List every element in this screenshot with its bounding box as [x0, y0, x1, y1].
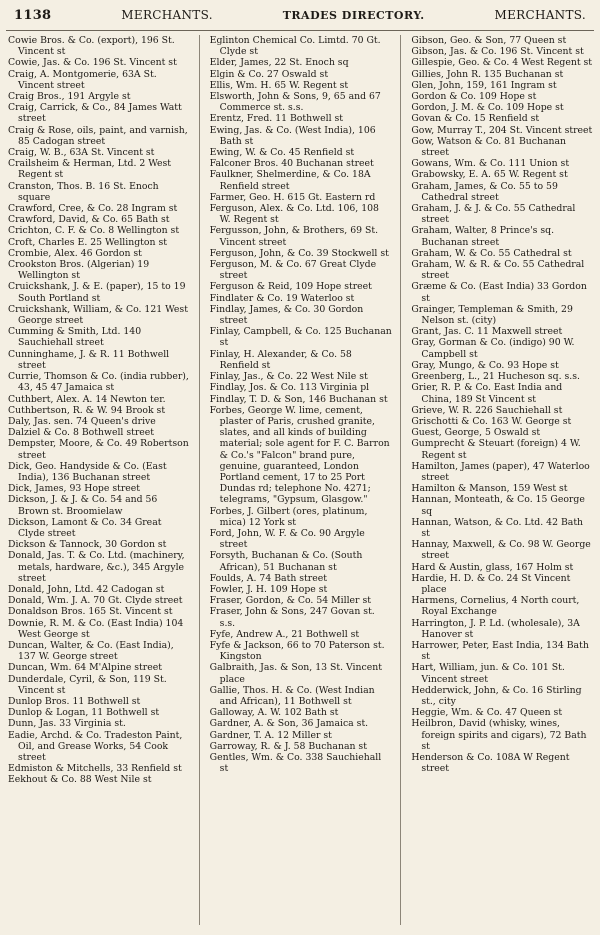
directory-entry: Finlay, H. Alexander, & Co. 58 Renfield st [209, 348, 352, 371]
directory-entry: Gordon & Co. 109 Hope st [411, 91, 537, 103]
directory-entry: Eadie, Archd. & Co. Tradeston Paint, Oil, and Grease Works, 54 Cook street [8, 729, 183, 763]
directory-entry: Duncan, Wm. 64 M'Alpine street [8, 662, 162, 674]
page-number: 1138 [14, 8, 52, 23]
directory-entry: Gillespie, Geo. & Co. 4 West Regent st [411, 57, 593, 69]
directory-entry: Gow, Watson & Co. 81 Buchanan street [411, 135, 567, 159]
directory-entry: Graham, J. & J. & Co. 55 Cathedral street [411, 203, 576, 226]
directory-entry: Crailsheim & Herman, Ltd. 2 West Regent st [8, 158, 172, 181]
directory-entry: Guest, George, 5 Oswald st [411, 427, 541, 439]
directory-entry: Graham, James, & Co. 55 to 59 Cathedral street [411, 180, 558, 203]
directory-entry: Graham, W. & Co. 55 Cathedral st [411, 247, 572, 259]
directory-entry: Eglinton Chemical Co. Limtd. 70 Gt. Clyde st [209, 35, 381, 58]
directory-entry: Currie, Thomson & Co. (india rubber), 43, 45 47 Jamaica st [8, 371, 189, 394]
directory-entry: Gibson, Geo. & Son, 77 Queen st [411, 35, 567, 46]
directory-entry: Erentz, Fred. 11 Bothwell st [209, 113, 344, 125]
directory-entry: Eekhout & Co. 88 West Nile st [8, 774, 152, 786]
directory-entry: Hardie, H. D. & Co. 24 St Vincent place [411, 572, 571, 595]
directory-entry: Downie, R. M. & Co. (East India) 104 West George st [8, 617, 184, 640]
directory-entry: Gow, Murray T., 204 St. Vincent street [411, 124, 593, 136]
directory-entry: Gray, Gorman & Co. (indigo) 90 W. Campbell st [411, 337, 575, 360]
directory-entry: Grabowsky, E. A. 65 W. Regent st [411, 169, 568, 181]
directory-entry: Edmiston & Mitchells, 33 Renfield st [8, 763, 182, 775]
directory-entry: Elgin & Co. 27 Oswald st [209, 68, 329, 80]
column-3 [409, 35, 594, 925]
directory-entry: Craig & Rose, oils, paint, and varnish, 85 Cadogan street [8, 124, 188, 147]
page-header [6, 8, 594, 31]
directory-entry: Dick, James, 93 Hope street [8, 483, 141, 495]
directory-entry: Craig, Carrick, & Co., 84 James Watt street [8, 102, 182, 125]
directory-entry: Faulkner, Shelmerdine, & Co. 18A Renfield street [209, 169, 371, 192]
directory-entry: Cowie Bros. & Co. (export), 196 St. Vincent st [8, 35, 175, 58]
directory-entry: Grant, Jas. C. 11 Maxwell street [411, 326, 563, 338]
directory-entry: Greenberg, L., 21 Hucheson sq. s.s. [411, 371, 580, 383]
directory-entry: Hedderwick, John, & Co. 16 Stirling st., city [411, 684, 582, 707]
directory-entry: Findlay, T. D. & Son, 146 Buchanan st [209, 393, 388, 405]
directory-entry: Henderson & Co. 108A W Regent street [411, 752, 570, 775]
directory-entry: Gardner, A. & Son, 36 Jamaica st. [209, 718, 369, 730]
column-divider [400, 35, 401, 925]
directory-entry: Græme & Co. (East India) 33 Gordon st [411, 281, 587, 304]
directory-entry: Crawford, Cree, & Co. 28 Ingram st [8, 203, 178, 215]
directory-entry: Gordon, J. M. & Co. 109 Hope st [411, 102, 564, 114]
directory-entry: Ford, John, W. F. & Co. 90 Argyle street [209, 527, 365, 551]
directory-entry: Hamilton, James (paper), 47 Waterloo street [411, 460, 590, 483]
directory-entry: Dickson, Lamont & Co. 34 Great Clyde street [8, 516, 162, 539]
directory-entry: Duncan, Walter, & Co. (East India), 137 W. George street [8, 639, 174, 663]
directory-entry: Gardner, T. A. 12 Miller st [209, 729, 332, 741]
directory-entry: Elder, James, 22 St. Enoch sq [209, 57, 349, 69]
directory-entry: Ferguson, John, & Co. 39 Stockwell st [209, 247, 389, 259]
directory-entry: Cowie, Jas. & Co. 196 St. Vincent st [8, 57, 177, 69]
directory-entry: Cruickshank, J. & E. (paper), 15 to 19 South Portland st [8, 281, 186, 304]
directory-entry: Gillies, John R. 135 Buchanan st [411, 68, 564, 80]
directory-entry: Dunn, Jas. 33 Virginia st. [8, 718, 126, 730]
directory-entry: Gowans, Wm. & Co. 111 Union st [411, 158, 570, 170]
directory-entry: Fraser, Gordon, & Co. 54 Miller st [209, 595, 371, 607]
directory-entry: Cumming & Smith, Ltd. 140 Sauchiehall street [8, 326, 142, 349]
directory-entry: Crookston Bros. (Algerian) 19 Wellington st [8, 259, 150, 282]
directory-entry: Harmens, Cornelius, 4 North court, Royal Exchange [411, 595, 580, 618]
directory-entry: Hannan, Watson, & Co. Ltd. 42 Bath st [411, 516, 584, 539]
directory-entry: Graham, W. & R. & Co. 55 Cathedral street [411, 259, 585, 282]
directory-entry: Dunlop Bros. 11 Bothwell st [8, 695, 141, 707]
directory-entry: Galloway, A. W. 102 Bath st [209, 707, 339, 719]
directory-entry: Dunlop & Logan, 11 Bothwell st [8, 707, 160, 719]
directory-entry: Forbes, J. Gilbert (ores, platinum, mica) 12 York st [209, 505, 368, 528]
column-1 [6, 35, 191, 925]
directory-entry: Gibson, Jas. & Co. 196 St. Vincent st [411, 46, 584, 58]
directory-entry: Hannay, Maxwell, & Co. 98 W. George street [411, 539, 591, 562]
directory-entry: Hamilton & Manson, 159 West st [411, 483, 568, 495]
directory-entry: Fraser, John & Sons, 247 Govan st. s.s. [209, 606, 375, 629]
directory-entry: Elsworth, John & Sons, 9, 65 and 67 Commerce st. s.s. [209, 91, 381, 114]
directory-entry: Dempster, Moore, & Co. 49 Robertson street [8, 438, 189, 461]
directory-entry: Cruickshank, William, & Co. 121 West George street [8, 303, 188, 327]
directory-entry: Ferguson, Alex. & Co. Ltd. 106, 108 W. Regent st [209, 203, 379, 226]
directory-entry: Galbraith, Jas. & Son, 13 St. Vincent place [209, 662, 382, 685]
directory-entry: Donald, John, Ltd. 42 Cadogan st [8, 583, 165, 595]
column-divider [199, 35, 200, 925]
directory-entry: Crombie, Alex. 46 Gordon st [8, 247, 142, 259]
directory-entry: Grieve, W. R. 226 Sauchiehall st [411, 404, 563, 416]
directory-entry: Foulds, A. 74 Bath street [209, 572, 327, 584]
directory-entry: Cuthbertson, R. & W. 94 Brook st [8, 404, 166, 416]
directory-entry: Hard & Austin, glass, 167 Holm st [411, 561, 574, 573]
directory-entry: Grischotti & Co. 163 W. George st [411, 415, 572, 427]
directory-entry: Donald, Jas. T. & Co. Ltd. (machinery, metals, hardware, &c.), 345 Argyle street [8, 550, 185, 584]
directory-entry: Hannan, Monteath, & Co. 15 George sq [411, 494, 585, 517]
directory-entry: Farmer, Geo. H. 615 Gt. Eastern rd [209, 191, 376, 203]
directory-entry: Ferguson & Reid, 109 Hope street [209, 281, 372, 293]
header-right-title: MERCHANTS. [494, 8, 586, 22]
directory-entry: Gumprecht & Steuart (foreign) 4 W. Regent st [411, 438, 581, 461]
directory-entry: Grier, R. P. & Co. East India and China, 189 St Vincent st [411, 382, 563, 405]
directory-entry: Gentles, Wm. & Co. 338 Sauchiehall st [209, 752, 382, 775]
directory-entry: Dickson, J. & J. & Co. 54 and 56 Brown st. Broomielaw [8, 494, 158, 517]
directory-entry: Donald, Wm. J. A. 70 Gt. Clyde street [8, 595, 183, 607]
directory-entry: Finlay, Jas., & Co. 22 West Nile st [209, 371, 368, 383]
directory-entry: Fergusson, John, & Brothers, 69 St. Vincent street [209, 225, 379, 248]
directory-entry: Harrington, J. P. Ld. (wholesale), 3A Hanover st [411, 617, 580, 640]
directory-entry: Donaldson Bros. 165 St. Vincent st [8, 606, 173, 618]
directory-entry: Cunninghame, J. & R. 11 Bothwell street [8, 348, 170, 371]
directory-entry: Ferguson, M. & Co. 67 Great Clyde street [209, 259, 377, 282]
directory-entry: Craig Bros., 191 Argyle st [8, 91, 131, 103]
directory-entry: Forsyth, Buchanan & Co. (South African), 51 Buchanan st [209, 550, 363, 573]
directory-entry: Findlay, James, & Co. 30 Gordon street [209, 303, 364, 327]
directory-entry: Dalziel & Co. 8 Bothwell street [8, 427, 155, 439]
directory-entry: Craig, A. Montgomerie, 63A St. Vincent street [8, 68, 157, 91]
directory-entry: Crawford, David, & Co. 65 Bath st [8, 214, 170, 226]
header-center-title: TRADES DIRECTORY. [282, 9, 425, 22]
directory-entry: Crichton, C. F. & Co. 8 Wellington st [8, 225, 180, 237]
directory-entry: Ellis, Wm. H. 65 W. Regent st [209, 79, 349, 91]
column-2 [208, 35, 393, 925]
directory-entry: Glen, John, 159, 161 Ingram st [411, 79, 557, 91]
directory-entry: Garroway, R. & J. 58 Buchanan st [209, 740, 367, 752]
directory-entry: Harrower, Peter, East India, 134 Bath st [411, 639, 589, 663]
directory-entry: Govan & Co. 15 Renfield st [411, 113, 540, 125]
directory-entry: Ewing, Jas. & Co. (West India), 106 Bath st [209, 124, 376, 147]
directory-entry: Heilbron, David (whisky, wines, foreign spirits and cigars), 72 Bath st [411, 718, 587, 752]
directory-entry: Dick, Geo. Handyside & Co. (East India), 136 Buchanan street [8, 460, 167, 483]
directory-entry: Daly, Jas. sen. 74 Queen's drive [8, 415, 156, 427]
directory-entry: Findlater & Co. 19 Waterloo st [209, 292, 355, 304]
directory-entry: Finlay, Campbell, & Co. 125 Buchanan st [209, 326, 392, 349]
directory-entry: Craig, W. B., 63A St. Vincent st [8, 147, 155, 159]
directory-entry: Gray, Mungo, & Co. 93 Hope st [411, 359, 559, 371]
header-left-title: MERCHANTS. [121, 8, 213, 22]
directory-entry: Hart, William, jun. & Co. 101 St. Vincent street [411, 662, 565, 685]
directory-entry: Croft, Charles E. 25 Wellington st [8, 236, 167, 248]
directory-entry: Cuthbert, Alex. A. 14 Newton ter. [8, 393, 166, 405]
directory-entry: Fyfe, Andrew A., 21 Bothwell st [209, 628, 360, 640]
directory-entry: Ewing, W. & Co. 45 Renfield st [209, 147, 355, 159]
directory-entry: Dickson & Tannock, 30 Gordon st [8, 539, 167, 551]
directory-entry: Findlay, Jos. & Co. 113 Virginia pl [209, 382, 370, 394]
directory-entry: Forbes, George W. lime, cement, plaster of Paris, crushed granite, slates, and all kinds of building material; sole agent for F. C. Barron & Co.'s "Falcon" brand pure, genuine, guaranteed, London Portland cement, 17 to 25 Port Dundas rd; telephone No. 4271; telegrams, "Gypsum, Glasgow." [209, 404, 390, 506]
directory-entry: Heggie, Wm. & Co. 47 Queen st [411, 707, 563, 719]
directory-entry: Cranston, Thos. B. 16 St. Enoch square [8, 180, 159, 203]
directory-entry: Falconer Bros. 40 Buchanan street [209, 158, 374, 170]
directory-entry: Fowler, J. H. 109 Hope st [209, 583, 328, 595]
directory-entry: Fyfe & Jackson, 66 to 70 Paterson st. Kingston [209, 639, 385, 663]
directory-entry: Dunderdale, Cyril, & Son, 119 St. Vincent st [8, 673, 167, 696]
directory-entry: Gallie, Thos. H. & Co. (West Indian and African), 11 Bothwell st [209, 684, 375, 707]
directory-entry: Graham, Walter, 8 Prince's sq. Buchanan street [411, 225, 555, 248]
columns-container [6, 35, 594, 925]
directory-entry: Grainger, Templeman & Smith, 29 Nelson st. (city) [411, 303, 573, 327]
